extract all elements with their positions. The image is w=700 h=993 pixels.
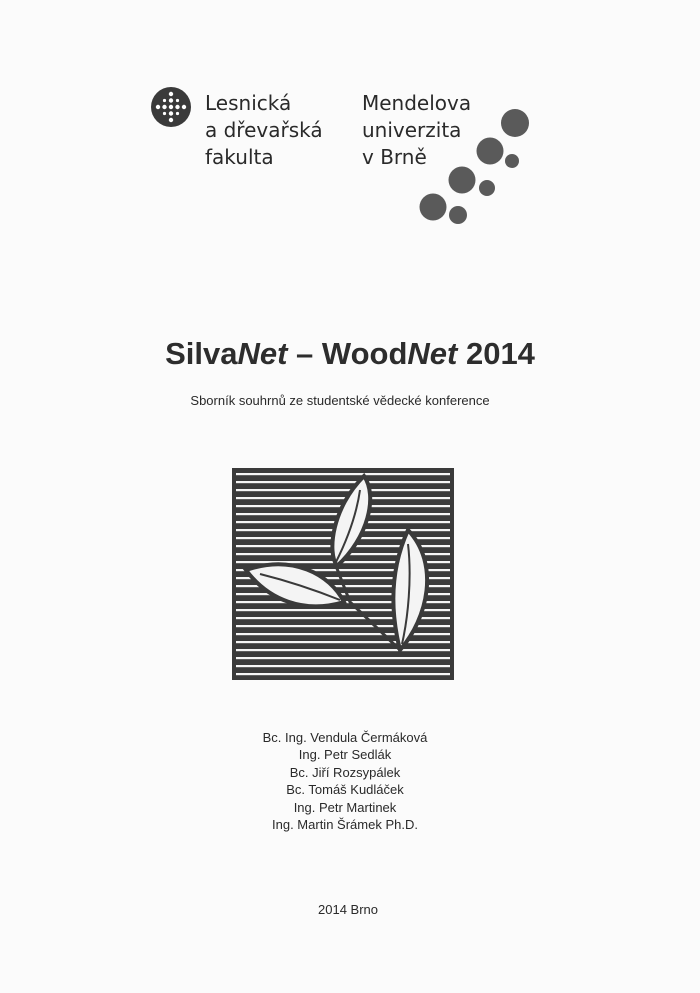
publication-place-year: 2014 Brno xyxy=(318,902,378,917)
page-subtitle: Sborník souhrnů ze studentské vědecké konference xyxy=(190,393,490,408)
leaves-emblem-icon xyxy=(232,468,454,680)
author-name: Bc. Ing. Vendula Čermáková xyxy=(262,730,428,745)
title-part: – Wood xyxy=(287,336,408,371)
title-part-italic: Net xyxy=(237,336,288,371)
university-line: univerzita xyxy=(362,118,462,142)
authors-list xyxy=(190,729,500,833)
author-name: Ing. Petr Martinek xyxy=(293,799,397,815)
cross-dots-logo-icon xyxy=(150,86,192,128)
title-part: Silva xyxy=(165,336,238,371)
diagonal-dots-logo-icon xyxy=(408,104,534,228)
university-line: v Brně xyxy=(362,145,427,169)
faculty-line: a dřevařská xyxy=(205,118,323,142)
faculty-line: Lesnická xyxy=(205,91,292,115)
faculty-name xyxy=(205,90,323,171)
author-name: Ing. Petr Sedlák xyxy=(298,747,392,763)
university-line: Mendelova xyxy=(362,91,472,115)
faculty-line: fakulta xyxy=(205,145,274,169)
author-name: Bc. Jiří Rozsypálek xyxy=(289,764,401,780)
title-part: 2014 xyxy=(457,336,535,371)
page-title xyxy=(0,336,700,372)
title-part-italic: Net xyxy=(407,336,458,371)
author-name: Bc. Tomáš Kudláček xyxy=(286,782,404,798)
author-name: Ing. Martin Šrámek Ph.D. xyxy=(272,817,418,833)
